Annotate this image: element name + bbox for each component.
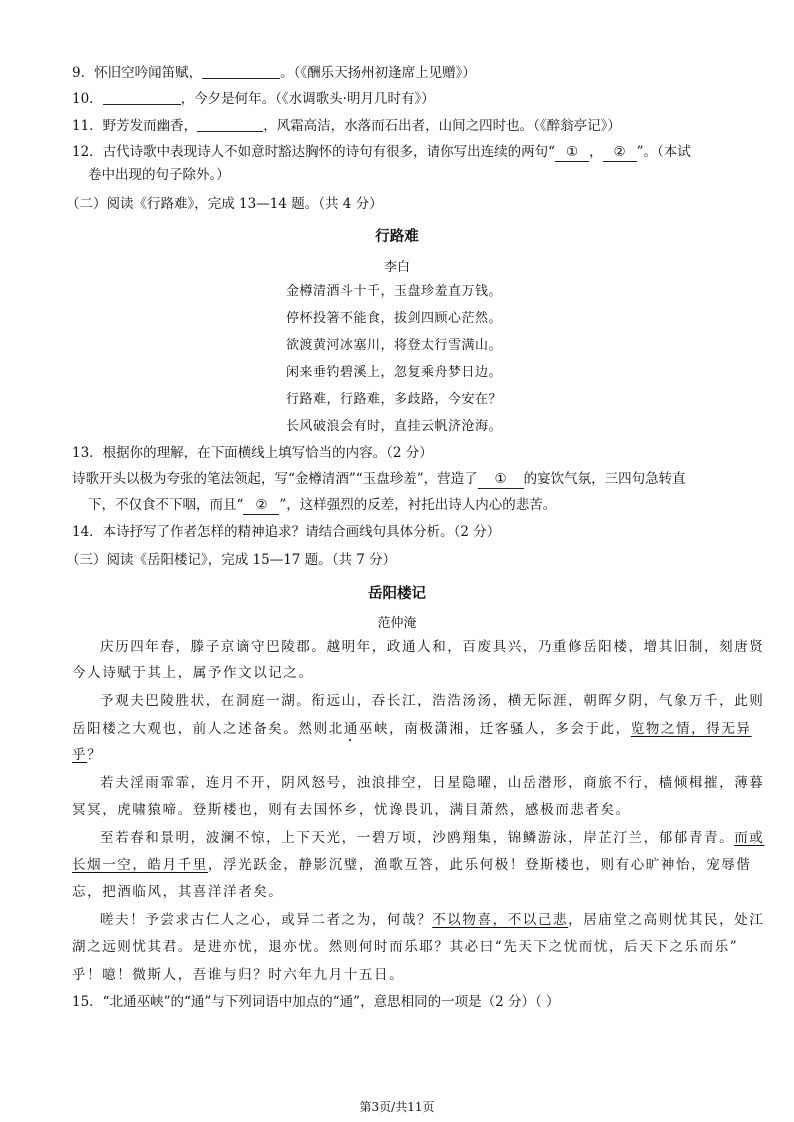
q9-prefix: 9．怀旧空吟闻笛赋， [72, 65, 203, 81]
q12-comma: ， [589, 144, 603, 160]
essay-line [100, 829, 764, 847]
underlined-sentence-2-end: 长烟一空，皓月千里 [72, 857, 208, 873]
essay-line [72, 746, 102, 764]
q11-blank[interactable] [197, 117, 263, 132]
q12-suffix: ”。（本试 [636, 144, 691, 160]
essay-line: 庆历四年春，滕子京谪守巴陵郡。越明年，政通人和，百废具兴，乃重修岳阳楼，增其旧制，刻唐贤 [100, 639, 765, 655]
question-11 [72, 117, 621, 135]
question-14: 14．本诗抒写了作者怎样的精神追求？请结合画线句具体分析。（2 分） [72, 524, 501, 540]
essay-line [72, 856, 752, 874]
essay-line [72, 720, 752, 745]
p5a-prefix: 嗟夫！予尝求古仁人之心，或异二者之为，何哉？ [100, 912, 433, 928]
p2b-middle: 巫峡，南极潇湘，迁客骚人，多会于此， [358, 721, 631, 737]
essay-title: 岳阳楼记 [368, 585, 426, 602]
essay-line: 乎！噫！微斯人，吾谁与归？时六年九月十五日。 [72, 967, 405, 983]
poem-line: 长风破浪会有时，直挂云帆济沧海。 [286, 419, 503, 434]
p4a-prefix: 至若春和景明，波澜不惊，上下天光，一碧万顷，沙鸥翔集，锦鳞游泳，岸芷汀兰，郁郁青青。 [100, 830, 735, 846]
question-12-cont: 卷中出现的句子除外。） [88, 167, 230, 183]
q10-prefix: 10． [72, 91, 103, 107]
underlined-sentence-1: 览物之情，得无异 [630, 721, 752, 737]
page-number: 第3页/共11页 [359, 1100, 435, 1114]
essay-line: 冥冥，虎啸猿啼。登斯楼也，则有去国怀乡，忧谗畏讥，满目萧然，感极而悲者矣。 [72, 802, 631, 818]
p4b-suffix: ，浮光跃金，静影沉璧，渔歌互答，此乐何极！登斯楼也，则有心旷神怡，宠辱偕 [207, 857, 752, 873]
poem-title: 行路难 [375, 228, 419, 245]
underlined-sentence-3: 不以物喜，不以己悲 [432, 912, 569, 928]
q10-suffix: ，今夕是何年。（《水调歌头·明月几时有》） [180, 91, 435, 107]
essay-line: 予观夫巴陵胜状，在洞庭一湖。衔远山，吞长江，浩浩汤汤，横无际涯，朝晖夕阴，气象万千，此则 [100, 693, 765, 709]
question-15: 15．“北通巫峡”的“通”与下列词语中加点的“通”，意思相同的一项是（2 分）（ ） [72, 994, 560, 1010]
poem-line: 行路难，行路难，多歧路，今安在？ [286, 392, 503, 407]
essay-line [100, 911, 764, 929]
essay-line: 湖之远则忧其君。是进亦忧，退亦忧。然则何时而乐耶？其必曰“先天下之忧而忧，后天下之乐而乐” [72, 939, 739, 955]
q13-text2-suffix: ”，这样强烈的反差，衬托出诗人内心的悲苦。 [279, 497, 557, 513]
essay-author: 范仲淹 [377, 616, 417, 631]
section-2-heading: （二）阅读《行路难》，完成 13—14 题。（共 4 分） [66, 196, 383, 212]
q9-suffix: 。（《酬乐天扬州初逢席上见赠》） [280, 65, 476, 81]
q13-blank-1[interactable]: ① [478, 470, 524, 489]
poem-line: 停杯投箸不能食，拔剑四顾心茫然。 [286, 311, 503, 326]
q11-suffix: ，风霜高洁，水落而石出者，山间之四时也。（《醉翁亭记》） [263, 118, 621, 134]
q12-prefix: 12．古代诗歌中表现诗人不如意时豁达胸怀的诗句有很多，请你写出连续的两句“ [72, 144, 556, 160]
underlined-sentence-2: 而或 [734, 830, 765, 846]
poem-author: 李白 [383, 260, 410, 275]
question-13: 13．根据你的理解，在下面横线上填写恰当的内容。（2 分） [72, 445, 433, 461]
q13-text-line2 [88, 496, 556, 515]
q13-text1-suffix: 的宴饮气氛，三四句急转直 [523, 471, 686, 487]
p5a-suffix: ，居庙堂之高则忧其民，处江 [568, 912, 765, 928]
question-9 [72, 64, 476, 82]
essay-line: 若夫淫雨霏霏，连月不开，阴风怒号，浊浪排空，日星隐曜，山岳潜形，商旅不行，樯倾楫摧，薄暮 [100, 775, 765, 791]
q13-text2-prefix: 下，不仅食不下咽，而且“ [88, 497, 244, 513]
p2c-punct: ？ [87, 747, 103, 763]
question-12 [72, 143, 691, 162]
q12-blank-1[interactable]: ① [555, 143, 589, 162]
dotted-char-tong: 通 [343, 721, 359, 737]
question-10 [72, 90, 435, 108]
q11-prefix: 11．野芳发而幽香， [72, 118, 198, 134]
essay-line: 今人诗赋于其上，属予作文以记之。 [72, 665, 314, 681]
section-3-heading: （三）阅读《岳阳楼记》，完成 15—17 题。（共 7 分） [66, 552, 397, 568]
q12-blank-2[interactable]: ② [603, 143, 637, 162]
q10-blank[interactable] [103, 90, 181, 105]
q13-text-line1 [72, 470, 686, 489]
poem-line: 金樽清酒斗十千，玉盘珍羞直万钱。 [286, 284, 503, 299]
poem-line: 闲来垂钓碧溪上，忽复乘舟梦日边。 [286, 365, 503, 380]
essay-line: 忘，把酒临风，其喜洋洋者矣。 [72, 884, 284, 900]
poem-line: 欲渡黄河冰塞川，将登太行雪满山。 [286, 338, 503, 353]
p2b-prefix: 岳阳楼之大观也，前人之述备矣。然则北 [72, 721, 344, 737]
underlined-sentence-1-end: 乎 [72, 747, 88, 763]
q13-text1-prefix: 诗歌开头以极为夸张的笔法领起，写“金樽清酒”“玉盘珍羞”，营造了 [72, 471, 478, 487]
q13-blank-2[interactable]: ② [243, 496, 279, 515]
q9-blank[interactable] [202, 64, 280, 79]
